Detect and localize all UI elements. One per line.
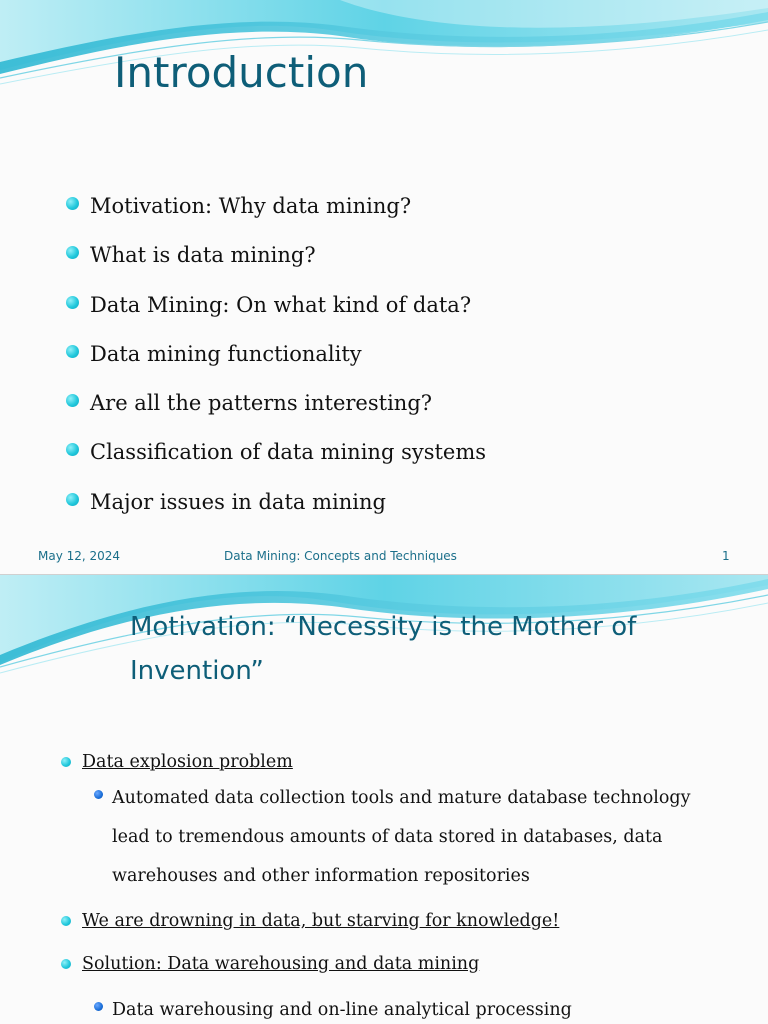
bullet-icon — [61, 916, 71, 926]
list-item-text: We are drowning in data, but starving for knowledge! — [82, 911, 560, 931]
list-item-text: Major issues in data mining — [90, 489, 386, 514]
slide-title: Introduction — [114, 48, 369, 97]
list-item-text: Data mining functionality — [90, 341, 362, 366]
bullet-icon — [66, 394, 79, 407]
list-item — [64, 385, 486, 434]
bullet-icon — [66, 296, 79, 309]
list-item — [58, 747, 738, 777]
bullet-icon — [66, 345, 79, 358]
bullet-icon — [61, 959, 71, 969]
footer-date: May 12, 2024 — [38, 549, 121, 563]
list-item — [64, 237, 486, 286]
sub-list-item — [58, 779, 738, 896]
footer-page-number: 1 — [722, 549, 730, 563]
bullet-icon — [61, 757, 71, 767]
slide-title-line-1: Motivation: “Necessity is the Mother of — [130, 612, 637, 642]
list-item-text: Data Mining: On what kind of data? — [90, 292, 472, 317]
list-item — [58, 949, 738, 979]
list-item-text: Data explosion problem — [82, 752, 293, 772]
slide-2 — [0, 575, 768, 1024]
bullet-icon — [66, 493, 79, 506]
sub-bullet-icon — [94, 790, 103, 799]
slide-title — [130, 605, 730, 693]
bullet-icon — [66, 246, 79, 259]
bullet-icon — [66, 443, 79, 456]
sub-list-item-line-1: Automated data collection tools and mature database technology — [112, 788, 691, 808]
sub-list-item-line-1: Data warehousing and on-line analytical processing — [112, 1000, 572, 1020]
sub-list-item-line-2: lead to tremendous amounts of data stored in databases, data — [112, 827, 663, 847]
list-item — [64, 287, 486, 336]
list-item-text: Are all the patterns interesting? — [90, 391, 433, 416]
sub-bullet-icon — [94, 1002, 103, 1011]
list-item — [64, 484, 486, 533]
sub-list-item-line-3: warehouses and other information repositories — [112, 866, 530, 886]
slide-content — [58, 747, 738, 1024]
list-item — [64, 434, 486, 483]
list-item — [64, 188, 486, 237]
list-item — [64, 336, 486, 385]
list-item — [58, 906, 738, 936]
list-item-text: Solution: Data warehousing and data mining — [82, 954, 480, 974]
list-item-text: What is data mining? — [90, 243, 316, 268]
bullet-icon — [66, 197, 79, 210]
sub-list-item — [58, 991, 738, 1024]
list-item-text: Motivation: Why data mining? — [90, 194, 412, 218]
list-item-text: Classification of data mining systems — [90, 440, 487, 465]
footer-title: Data Mining: Concepts and Techniques — [224, 549, 457, 563]
slide-title-line-2: Invention” — [130, 656, 264, 686]
topic-list — [64, 188, 486, 533]
